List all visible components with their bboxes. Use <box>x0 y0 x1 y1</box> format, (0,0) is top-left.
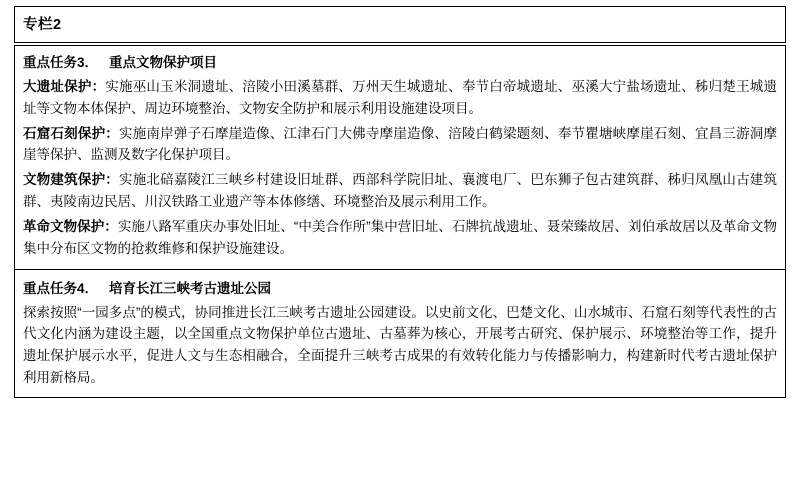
task-block-3 <box>23 52 777 260</box>
task-heading-4-text: 培育长江三峡考古遗址公园 <box>109 280 272 296</box>
paragraph-heritage-buildings-text: 实施北碚嘉陵江三峡乡村建设旧址群、西部科学院旧址、襄渡电厂、巴东狮子包古建筑群、秭归凤凰山古建筑群、夷陵南边民居、川汉铁路工业遗产等本体修缮、环境整治及展示利用工作。 <box>23 172 778 210</box>
paragraph-revolutionary-relics-lead: 革命文物保护： <box>23 219 118 235</box>
paragraph-grotto-carvings-lead: 石窟石刻保护： <box>23 125 119 141</box>
paragraph-large-sites-lead: 大遗址保护： <box>23 78 106 94</box>
body-row <box>15 46 786 398</box>
paragraph-archaeological-park <box>23 302 777 389</box>
task-heading-3-label: 重点任务3． <box>23 55 99 70</box>
task-heading-3-text: 重点文物保护项目 <box>109 55 218 70</box>
paragraph-revolutionary-relics <box>23 216 777 260</box>
section-divider <box>14 269 786 270</box>
title-cell <box>15 7 786 43</box>
paragraph-large-sites-text: 实施巫山玉米洞遗址、涪陵小田溪墓群、万州天生城遗址、奉节白帝城遗址、巫溪大宁盐场遗址、秭归楚王城遗址等文物本体保护、周边环境整治、文物安全防护和展示利用设施建设项目。 <box>23 78 778 116</box>
paragraph-heritage-buildings <box>23 169 777 213</box>
page-title: 专栏2 <box>23 17 62 33</box>
task-heading-4 <box>23 278 777 300</box>
paragraph-revolutionary-relics-text: 实施八路军重庆办事处旧址、“中美合作所”集中营旧址、石牌抗战遗址、聂荣臻故居、刘伯承故居以及革命文物集中分布区文物的抢救维修和保护设施建设。 <box>23 219 777 256</box>
task-heading-4-label: 重点任务4． <box>23 280 99 296</box>
body-cell <box>15 46 786 398</box>
paragraph-heritage-buildings-lead: 文物建筑保护： <box>23 172 119 188</box>
task-heading-3 <box>23 52 777 74</box>
paragraph-grotto-carvings-text: 实施南岸弹子石摩崖造像、江津石门大佛寺摩崖造像、涪陵白鹤梁题刻、奉节瞿塘峡摩崖石刻、宜昌三游洞摩崖等保护、监测及数字化保护项目。 <box>23 125 778 163</box>
paragraph-grotto-carvings <box>23 123 777 167</box>
title-row <box>15 7 786 43</box>
document-table <box>14 6 786 398</box>
paragraph-large-sites <box>23 76 777 120</box>
task-block-4 <box>23 278 777 389</box>
paragraph-archaeological-park-text: 探索按照“一园多点”的模式，协同推进长江三峡考古遗址公园建设。以史前文化、巴楚文化、山水城市、石窟石刻等代表性的古代文化内涵为建设主题，以全国重点文物保护单位古遗址、古墓葬为核心，开展考古研究、保护展示、环境整治等工作，提升遗址保护展示水平，促进人文与生态相融合，全面提升三峡考古成果的有效转化能力与传播影响力，构建新时代考古遗址保护利用新格局。 <box>23 304 777 386</box>
